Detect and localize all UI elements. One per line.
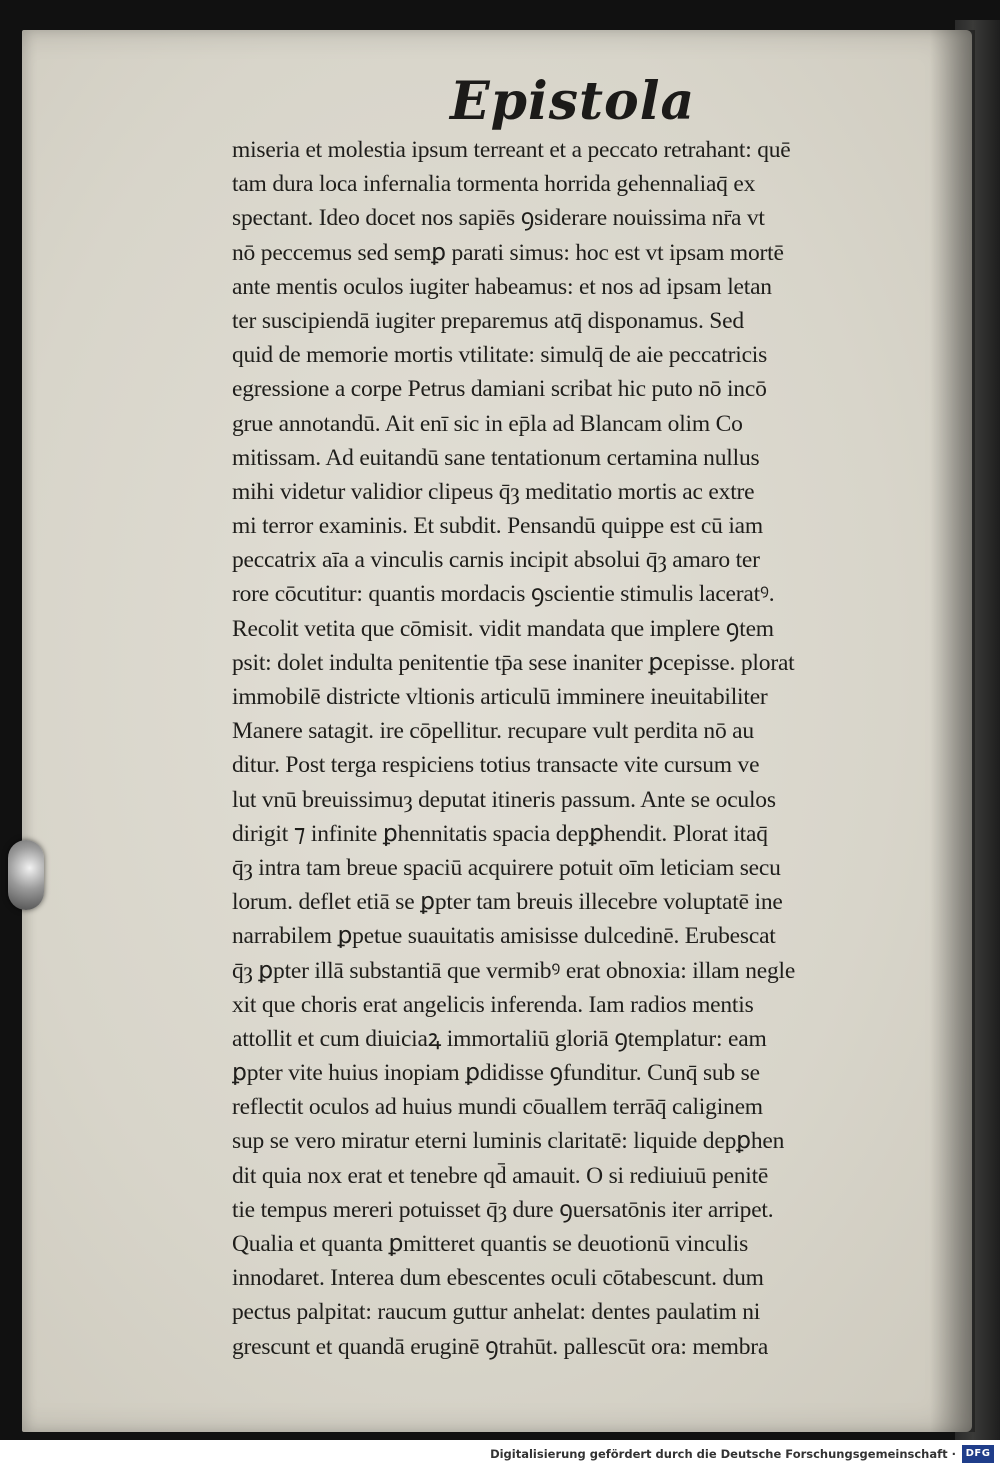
text-line: innodaret. Interea dum ebescentes oculi cōtabescunt. dum — [232, 1265, 764, 1292]
text-line: ter suscipiendā iugiter preparemus atq̄ disponamus. Sed — [232, 307, 744, 334]
text-line: grescunt et quandā eruginē ꝯtrahūt. pallescūt ora: membra — [232, 1333, 769, 1360]
text-line: grue annotandū. Ait enī sic in ep̄la ad Blancam olim Co — [232, 410, 743, 437]
page-gutter-shadow — [930, 30, 975, 1432]
text-line: nō peccemus sed semꝑ parati simus: hoc est vt ipsam mortē — [232, 239, 784, 266]
text-line: quid de memorie mortis vtilitate: simulq̄ de aie peccatricis — [232, 342, 768, 369]
text-line: egressione a corpe Petrus damiani scribat hic puto nō incō — [232, 376, 767, 403]
footer-bar — [0, 1440, 1000, 1469]
running-head: Epistola — [450, 71, 696, 132]
text-line: attollit et cum diuiciaꝝ immortaliū gloriā ꝯtemplatur: eam — [232, 1025, 767, 1052]
funding-credit: Digitalisierung gefördert durch die Deutsche Forschungsgemeinschaft · — [490, 1447, 956, 1461]
text-line: tie tempus mereri potuisset q̄ȝ dure ꝯuersatōnis iter arripet. — [232, 1196, 774, 1223]
text-line: dit quia nox erat et tenebre qd̄ amauit. O si rediuiuū penitē — [232, 1162, 769, 1189]
text-line: narrabilem ꝑpetue suauitatis amisisse dulcedinē. Erubescat — [232, 923, 776, 950]
text-line: mihi videtur validior clipeus q̄ȝ meditatio mortis ac extre — [232, 478, 755, 505]
text-line: ditur. Post terga respiciens totius transacte vite cursum ve — [232, 752, 760, 779]
text-line: dirigit ⁊ infinite ꝑhennitatis spacia depꝑhendit. Plorat itaq̄ — [232, 820, 768, 847]
text-line: tam dura loca infernalia tormenta horrida gehennaliaq̄ ex — [232, 171, 756, 198]
text-line: xit que choris erat angelicis inferenda. Iam radios mentis — [232, 991, 754, 1018]
text-line: sup se vero miratur eterni luminis claritatē: liquide depꝑhen — [232, 1128, 785, 1155]
clasp-icon — [8, 840, 44, 910]
text-line: immobilē districte vltionis articulū imminere ineuitabiliter — [232, 684, 768, 710]
text-line: Recolit vetita que cōmisit. vidit mandata que implere ꝯtem — [232, 615, 774, 642]
text-line: q̄ȝ ꝑpter illā substantiā que vermibꝰ erat obnoxia: illam negle — [232, 957, 796, 984]
text-line: mitissam. Ad euitandū sane tentationum certamina nullus — [232, 444, 760, 471]
text-line: reflectit oculos ad huius mundi cōuallem terrāq̄ caliginem — [232, 1094, 763, 1121]
text-line: pectus palpitat: raucum guttur anhelat: dentes paulatim ni — [232, 1299, 761, 1326]
text-line: Manere satagit. ire cōpellitur. recupare vult perdita nō au — [232, 718, 754, 745]
text-line: Qualia et quanta ꝑmitteret quantis se deuotionū vinculis — [232, 1231, 749, 1257]
text-line: ante mentis oculos iugiter habeamus: et nos ad ipsam letan — [232, 273, 772, 300]
text-line: ꝑpter vite huius inopiam ꝑdidisse ꝯfunditur. Cunq̄ sub se — [232, 1060, 760, 1087]
text-line: mi terror examinis. Et subdit. Pensandū quippe est cū iam — [232, 513, 763, 540]
text-line: lut vnū breuissimuȝ deputat itineris passum. Ante se oculos — [232, 786, 776, 813]
text-line: peccatrix aīa a vinculis carnis incipit absolui q̄ȝ amaro ter — [232, 547, 760, 574]
text-block — [232, 133, 852, 1364]
text-line: psit: dolet indulta penitentie tp̄a sese inaniter ꝑcepisse. plorat — [232, 649, 795, 676]
dfg-logo-icon: DFG — [962, 1445, 994, 1463]
text-line: spectant. Ideo docet nos sapiēs ꝯsiderare nouissima nr̄a vt — [232, 205, 765, 232]
text-line: rore cōcutitur: quantis mordacis ꝯscientie stimulis laceratꝰ. — [232, 581, 775, 608]
text-line: q̄ȝ intra tam breue spaciū acquirere potuit oīm leticiam secu — [232, 854, 781, 881]
text-line: miseria et molestia ipsum terreant et a peccato retrahant: quē — [232, 137, 791, 163]
text-line: lorum. deflet etiā se ꝑpter tam breuis illecebre voluptatē ine — [232, 889, 783, 916]
